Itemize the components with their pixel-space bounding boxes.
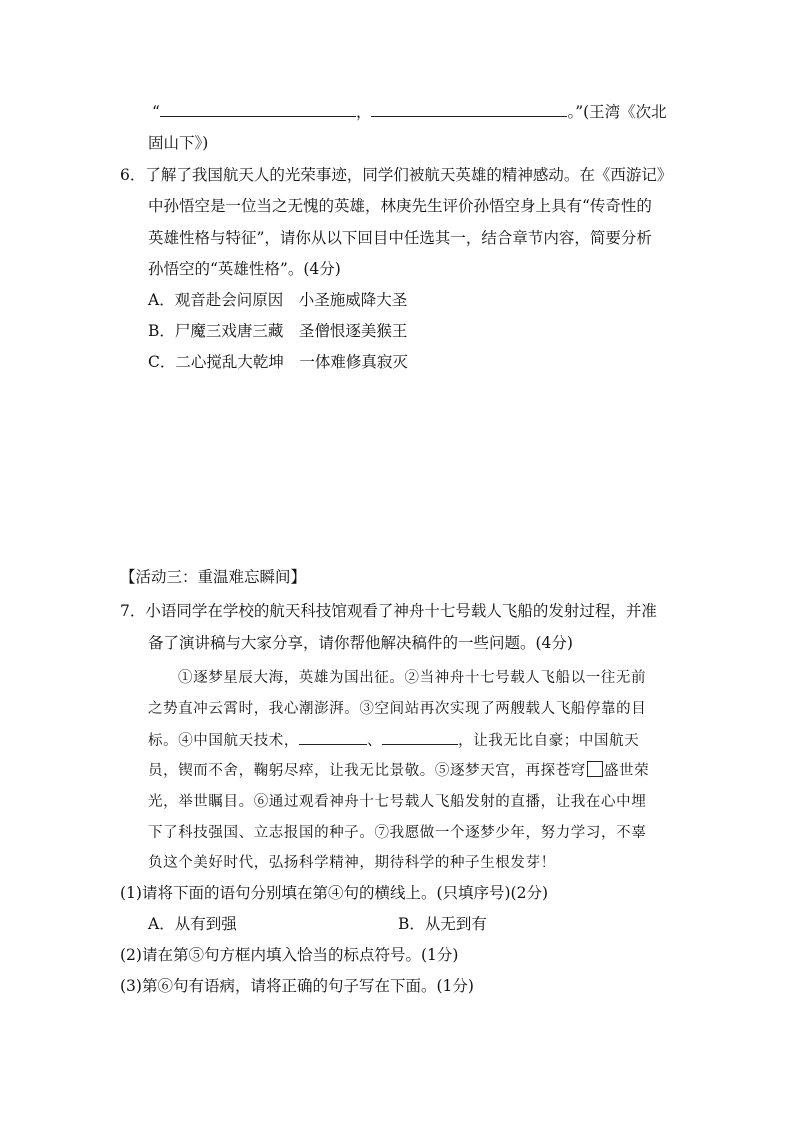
q6-option-a: A．观音赴会问原因 小圣施威降大圣 [148, 291, 408, 309]
passage-blank-1[interactable] [299, 730, 367, 745]
q7-sub1-option-a: A．从有到强 [148, 915, 237, 933]
q7-sub1-option-b: B．从无到有 [398, 915, 487, 933]
q5-quote-open: “ [152, 103, 160, 121]
passage-line3-b: 、 [367, 733, 383, 749]
q7-sub1: (1)请将下面的语句分别填在第④句的横线上。(只填序号)(2分) [120, 884, 549, 902]
q6-line2: 中孙悟空是一位当之无愧的英雄，林庚先生评价孙悟空身上具有“传奇性的 [148, 197, 652, 215]
q7-line2: 备了演讲稿与大家分享，请你帮他解决稿件的一些问题。(4分) [148, 634, 573, 652]
passage-blank-2[interactable] [382, 730, 458, 745]
q7-line1: 7．小语同学在学校的航天科技馆观看了神舟十七号载人飞船的发射过程，并准 [120, 602, 657, 620]
passage-line2: 之势直冲云霄时，我心潮澎湃。③空间站再次实现了两艘载人飞船停靠的目 [148, 701, 647, 717]
punctuation-box[interactable] [587, 761, 603, 777]
passage-line4 [148, 761, 649, 781]
q6-option-c: C．二心搅乱大乾坤 一体难修真寂灭 [148, 353, 408, 371]
q5-line2: 固山下》) [148, 134, 209, 152]
q5-blank-1[interactable] [160, 102, 356, 117]
q6-line4: 孙悟空的“英雄性格”。(4分) [148, 260, 341, 278]
passage-line5: 光，举世瞩目。⑥通过观看神舟十七号载人飞船发射的直播，让我在心中埋 [148, 794, 647, 810]
passage-line3 [148, 730, 639, 751]
q7-sub2: (2)请在第⑤句方框内填入恰当的标点符号。(1分) [120, 946, 459, 964]
passage-line4-b: 盛世荣 [603, 763, 650, 779]
passage-line7: 负这个美好时代，弘扬科学精神，期待科学的种子生根发芽！ [148, 855, 556, 871]
passage-line1: ①逐梦星辰大海，英雄为国出征。②当神舟十七号载人飞船以一往无前 [178, 670, 647, 686]
passage-line4-a: 员，锲而不舍，鞠躬尽瘁，让我无比景敬。⑤逐梦天宫，再探苍穹 [148, 763, 586, 779]
q7-sub3: (3)第⑥句有语病，请将正确的句子写在下面。(1分) [120, 977, 474, 995]
passage-line6: 下了科技强国、立志报国的种子。⑦我愿做一个逐梦少年，努力学习，不辜 [148, 825, 647, 841]
q5-close: 。”(王湾《次北 [567, 103, 667, 121]
activity3-title: 【活动三：重温难忘瞬间】 [120, 568, 307, 586]
passage-line3-a: 标。④中国航天技术， [148, 733, 299, 749]
q6-option-b: B．尸魔三戏唐三藏 圣僧恨逐美猴王 [148, 322, 408, 340]
q6-line3: 英雄性格与特征”，请你从以下回目中任选其一，结合章节内容，简要分析 [148, 229, 652, 247]
q5-line1 [152, 102, 667, 122]
q6-line1: 6．了解了我国航天人的光荣事迹，同学们被航天英雄的精神感动。在《西游记》 [120, 166, 673, 184]
q5-blank-2[interactable] [371, 102, 567, 117]
passage-line3-c: ，让我无比自豪；中国航天 [458, 733, 640, 749]
q5-comma: ， [355, 103, 372, 121]
